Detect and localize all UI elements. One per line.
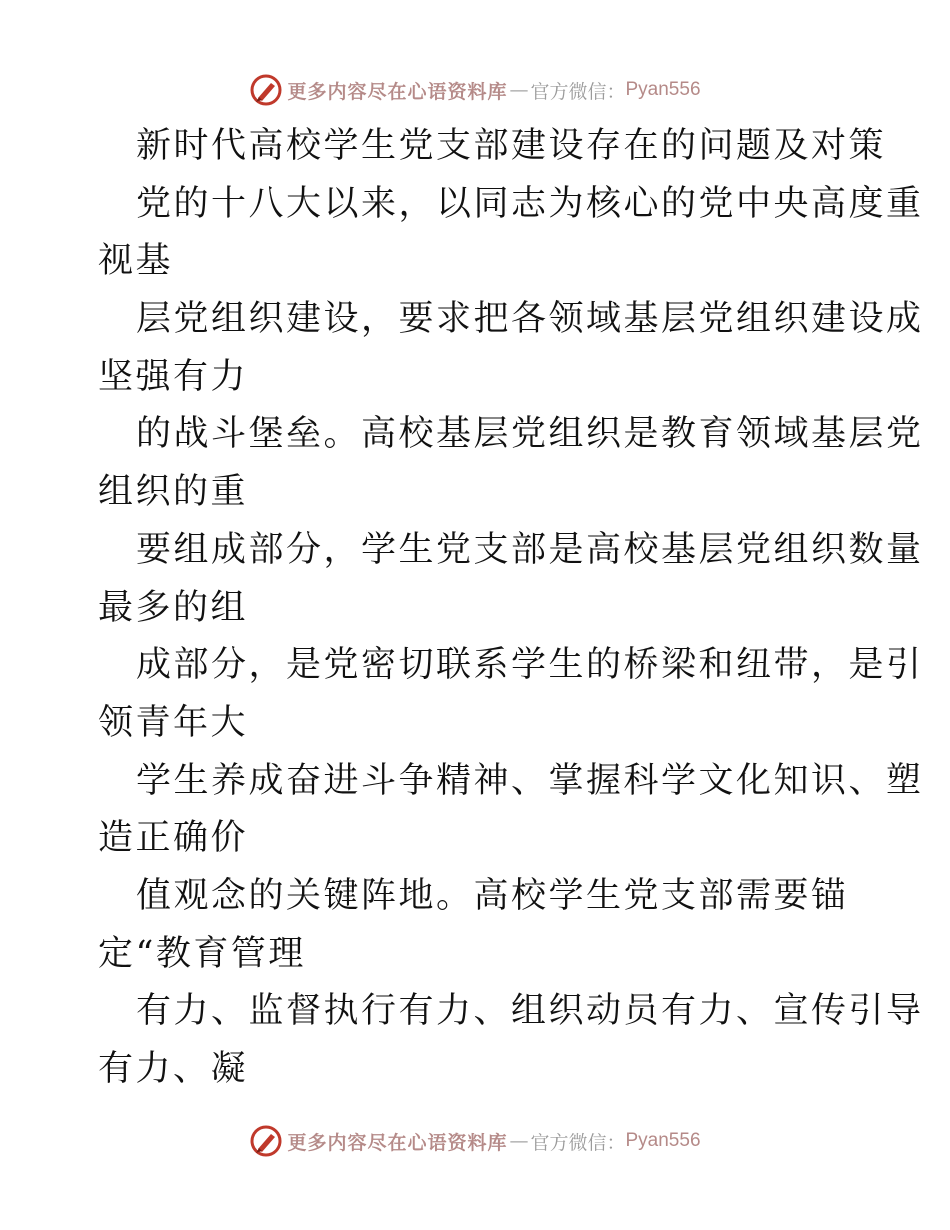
body-line: 有力、监督执行有力、组织动员有力、宣传引导 [136,991,924,1032]
footer-watermark [0,1121,950,1161]
body-line: 造正确价 [98,818,249,859]
header-watermark [0,70,950,110]
body-line: 值观念的关键阵地。高校学生党支部需要锚 [136,875,849,916]
body-line: 党的十八大以来，以同志为核心的党中央高度重 [136,183,924,224]
watermark-wechat-label: 官方微信： [530,1131,626,1154]
body-line: 定“教育管理 [98,933,306,974]
watermark-wechat-label: 官方微信： [530,80,626,103]
body-line: 视基 [98,241,174,282]
body-line: 学生养成奋进斗争精神、掌握科学文化知识、塑 [136,760,924,801]
red-pen-logo-icon [249,1124,283,1158]
body-line: 领青年大 [98,702,249,743]
red-pen-logo-icon [249,73,283,107]
watermark-wechat-id: Pyan556 [625,79,701,100]
body-line: 要组成部分，学生党支部是高校基层党组织数量 [136,529,924,570]
body-line: 最多的组 [98,587,249,628]
watermark-text: 更多内容尽在心语资料库 [287,1131,508,1154]
watermark-text: 更多内容尽在心语资料库 [287,80,508,103]
watermark-separator: — [509,1130,529,1152]
document-body [98,118,924,1099]
body-line: 层党组织建设，要求把各领域基层党组织建设成 [136,299,924,340]
watermark-wechat-id: Pyan556 [625,1130,701,1151]
watermark-separator: — [509,79,529,101]
document-title: 新时代高校学生党支部建设存在的问题及对策 [136,126,887,166]
body-line: 的战斗堡垒。高校基层党组织是教育领域基层党 [136,414,924,455]
body-line: 组织的重 [98,472,249,513]
body-line: 坚强有力 [98,356,249,397]
body-line: 有力、凝 [98,1049,249,1089]
body-line: 成部分，是党密切联系学生的桥梁和纽带，是引 [136,645,924,686]
